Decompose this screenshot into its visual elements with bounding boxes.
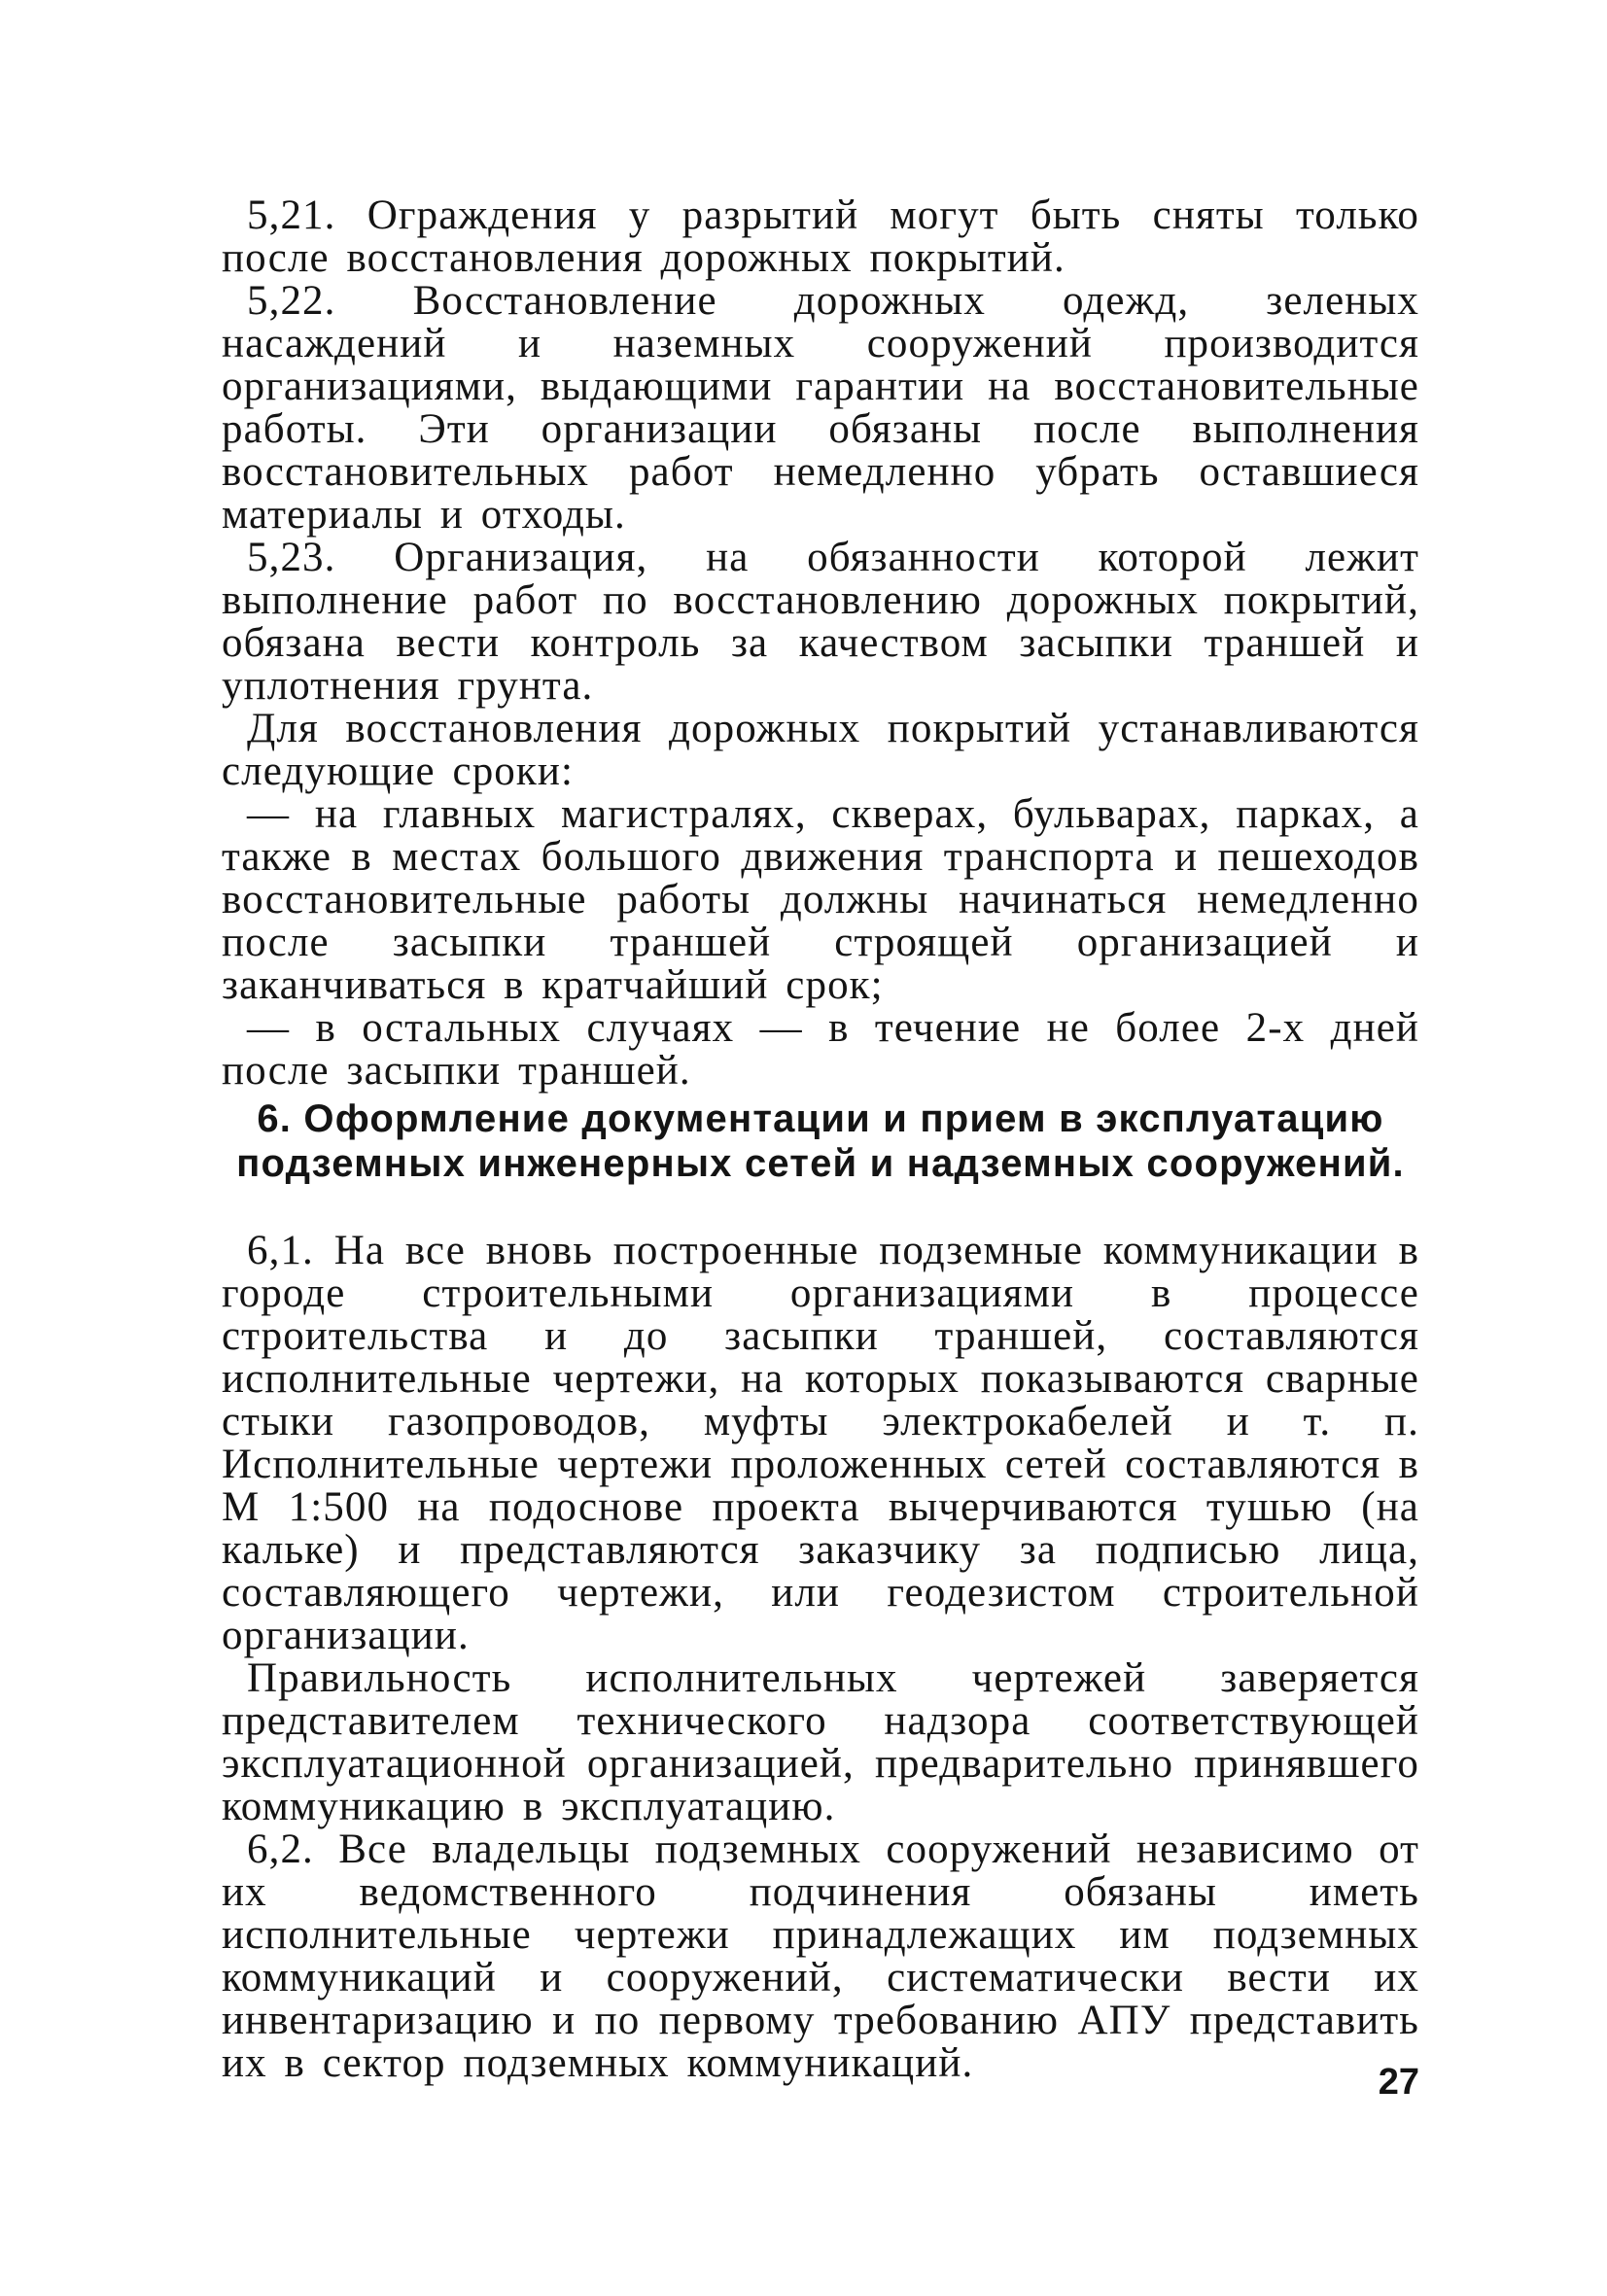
section-6-heading-line-2: подземных инженерных сетей и надземных сооружений.	[236, 1142, 1405, 1185]
paragraph-5-23: 5,23. Организация, на обязанности которой лежит выполнение работ по восстановлению дорожных покрытий, обязана вести контроль за качеством засыпки траншей и уплотнения грунта.	[222, 535, 1419, 709]
paragraph-correctness: Правильность исполнительных чертежей заверяется представителем технического надзора соответствующей эксплуатационной организацией, предварительно принявшего коммуникацию в эксплуатацию.	[222, 1655, 1419, 1829]
page-number: 27	[1378, 2062, 1419, 2103]
section-6-text	[222, 1230, 1419, 2085]
paragraph-restoration-terms: Для восстановления дорожных покрытий устанавливаются следующие сроки:	[222, 706, 1419, 794]
paragraph-6-1: 6,1. На все вновь построенные подземные коммуникации в городе строительными организациями в процессе строительства и до засыпки траншей, составляются исполнительные чертежи, на которых показываются сварные стыки газопроводов, муфты электрокабелей и т. п. Исполнительные чертежи проложенных сетей составляются в М 1:500 на подоснове проекта вычерчиваются тушью (на кальке) и представляются заказчику за подписью лица, составляющего чертежи, или геодезистом строительной организации.	[222, 1228, 1419, 1658]
section-5-text	[222, 194, 1419, 1093]
paragraph-5-22: 5,22. Восстановление дорожных одежд, зеленых насаждений и наземных сооружений производится организациями, выдающими гарантии на восстановительные работы. Эти организации обязаны после выполнения восстановительных работ немедленно убрать оставшиеся материалы и отходы.	[222, 278, 1419, 538]
list-item-other-cases: — в остальных случаях — в течение не более 2-х дней после засыпки траншей.	[222, 1005, 1419, 1094]
list-item-main-roads: — на главных магистралях, скверах, бульварах, парках, а также в местах большого движения транспорта и пешеходов восстановительные работы должны начинаться немедленно после засыпки траншей строящей организацией и заканчиваться в кратчайший срок;	[222, 791, 1419, 1008]
section-6-heading	[222, 1096, 1419, 1186]
section-6-heading-line-1: 6. Оформление документации и прием в эксплуатацию	[257, 1097, 1384, 1140]
paragraph-6-2: 6,2. Все владельцы подземных сооружений независимо от их ведомственного подчинения обязаны иметь исполнительные чертежи принадлежащих им подземных коммуникаций и сооружений, систематически вести их инвентаризацию и по первому требованию АПУ представить их в сектор подземных коммуникаций.	[222, 1826, 1419, 2086]
paragraph-5-21: 5,21. Ограждения у разрытий могут быть сняты только после восстановления дорожных покрытий.	[222, 192, 1419, 281]
